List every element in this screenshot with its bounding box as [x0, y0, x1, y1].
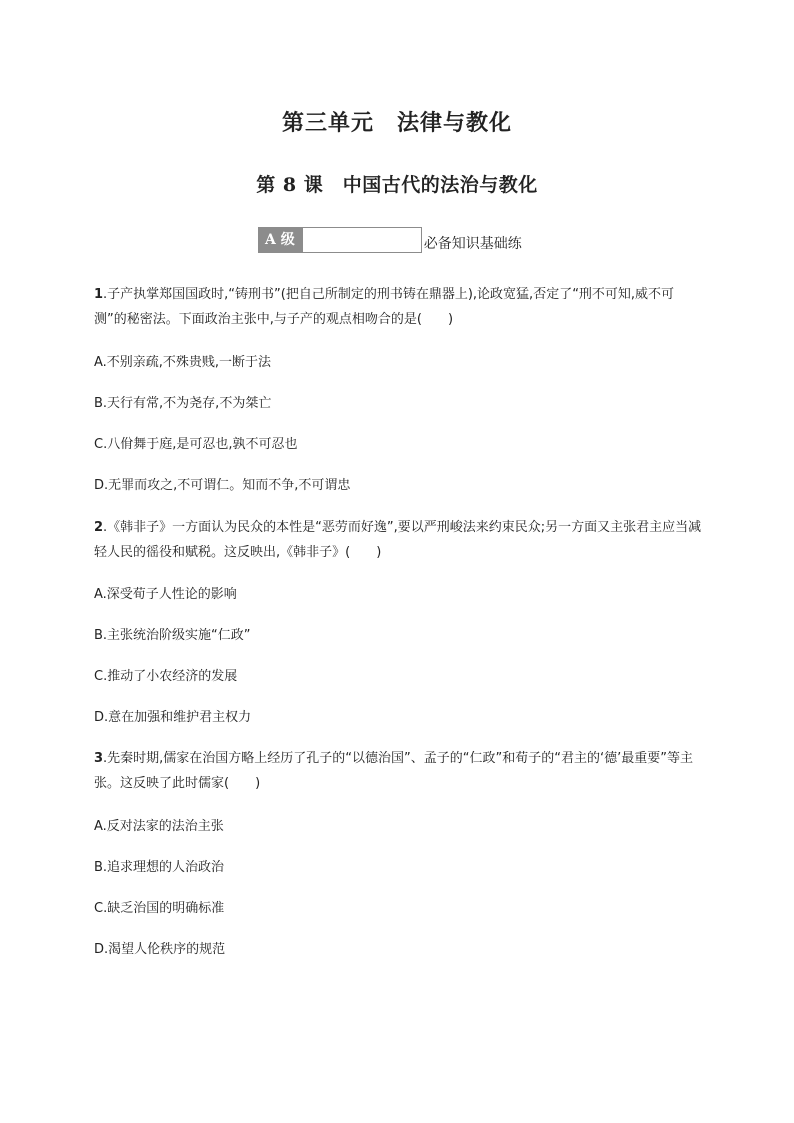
- level-label: 必备知识基础练: [423, 236, 522, 252]
- unit-title: 第三单元 法律与教化: [281, 110, 512, 136]
- question-number: 1: [94, 287, 104, 302]
- option-d[interactable]: D.无罪而攻之,不可谓仁。知而不争,不可谓忠: [94, 478, 351, 493]
- level-blank-box: [302, 227, 422, 253]
- question-stem: [94, 282, 706, 332]
- level-bar: [258, 227, 522, 253]
- option-a[interactable]: A.不别亲疏,不殊贵贱,一断于法: [94, 355, 272, 370]
- question-text: .《韩非子》一方面认为民众的本性是“恶劳而好逸”,要以严刑峻法来约束民众;另一方面又主张君主应当减轻人民的徭役和赋税。这反映出,《韩非子》( ): [94, 520, 702, 560]
- lesson-title: 第 8 课 中国古代的法治与教化: [256, 174, 538, 196]
- question-stem: [94, 515, 706, 565]
- option-b[interactable]: B.主张统治阶级实施“仁政”: [94, 628, 251, 643]
- question-stem: [94, 746, 706, 796]
- option-c[interactable]: C.推动了小农经济的发展: [94, 669, 238, 684]
- question-1: [94, 282, 706, 332]
- option-c[interactable]: C.缺乏治国的明确标准: [94, 901, 225, 916]
- question-2: [94, 515, 706, 565]
- question-number: 2: [94, 520, 104, 535]
- option-a[interactable]: A.深受荀子人性论的影响: [94, 587, 237, 602]
- option-d[interactable]: D.渴望人伦秩序的规范: [94, 942, 226, 957]
- option-b[interactable]: B.天行有常,不为尧存,不为桀亡: [94, 396, 272, 411]
- option-c[interactable]: C.八佾舞于庭,是可忍也,孰不可忍也: [94, 437, 298, 452]
- option-b[interactable]: B.追求理想的人治政治: [94, 860, 225, 875]
- option-a[interactable]: A.反对法家的法治主张: [94, 819, 224, 834]
- question-3: [94, 746, 706, 796]
- question-text: .子产执掌郑国国政时,“铸刑书”(把自己所制定的刑书铸在鼎器上),论政宽猛,否定了“刑不可知,威不可测”的秘密法。下面政治主张中,与子产的观点相吻合的是( ): [94, 287, 675, 327]
- option-d[interactable]: D.意在加强和维护君主权力: [94, 710, 252, 725]
- question-number: 3: [94, 751, 104, 766]
- level-badge: A 级: [258, 227, 302, 253]
- question-text: .先秦时期,儒家在治国方略上经历了孔子的“以德治国”、孟子的“仁政”和荀子的“君主的‘德’最重要”等主张。这反映了此时儒家( ): [94, 751, 693, 791]
